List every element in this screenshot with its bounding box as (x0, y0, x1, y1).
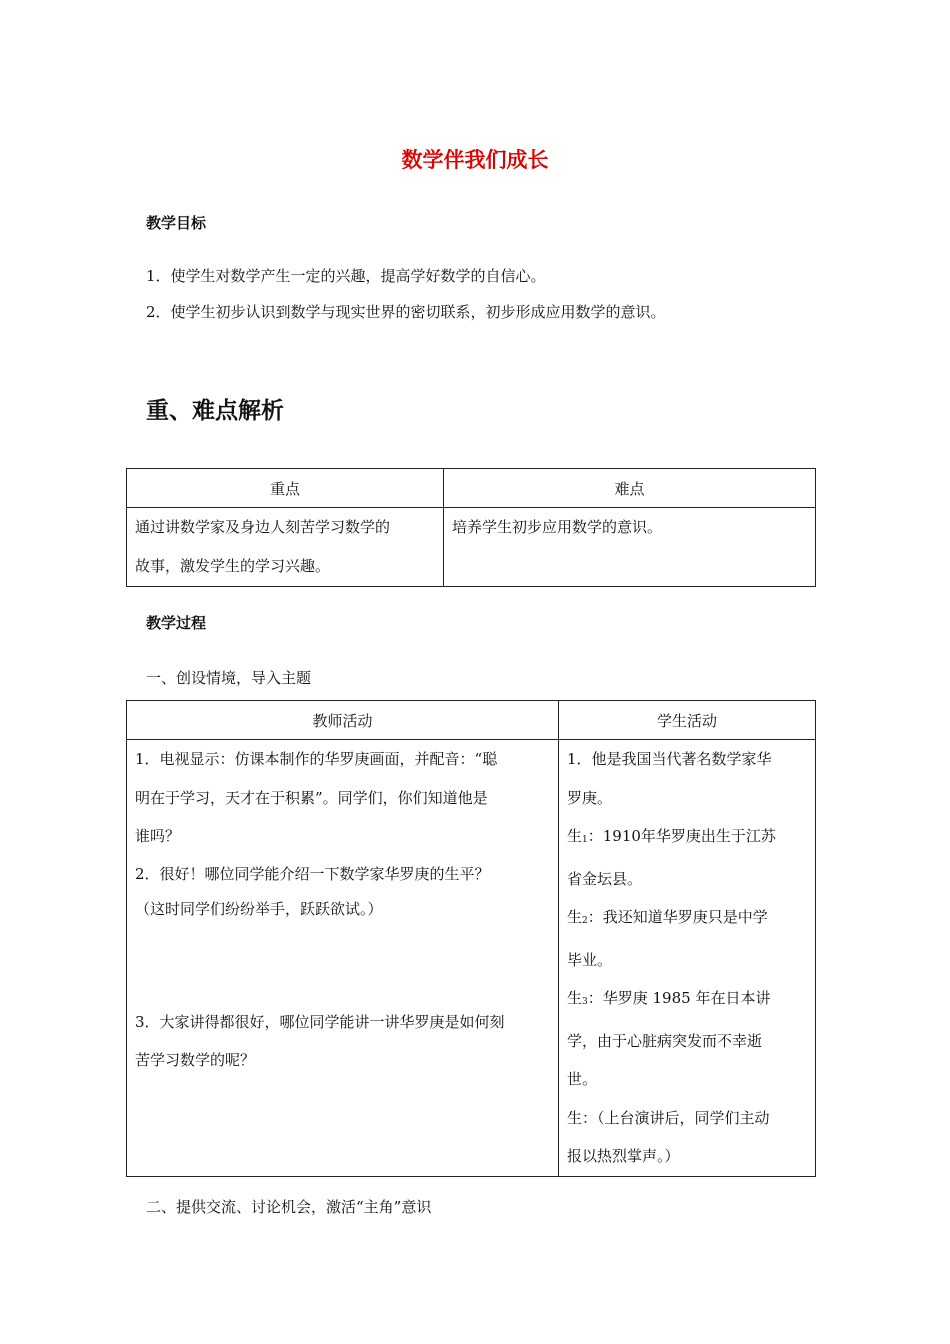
objective-item-1: 1．使学生对数学产生一定的兴趣，提高学好数学的自信心。 (146, 267, 546, 285)
student-line: 省金坛县。 (567, 869, 643, 888)
student-line: 生$_3$：华罗庚 1985 年在日本讲 (567, 989, 771, 1007)
teacher-line: 谁吗？ (135, 827, 181, 845)
key-cell (127, 508, 444, 587)
student-line: 学，由于心脏病突发而不幸逝 (567, 1031, 763, 1050)
teacher-line: 1．电视显示：仿课本制作的华罗庚画面，并配音：“聪 (135, 750, 498, 768)
teacher-line: 苦学习数学的呢？ (135, 1051, 256, 1069)
spacer (135, 926, 550, 1003)
student-line: 生$_1$：1910年华罗庚出生于江苏 (567, 827, 776, 845)
student-line: 生$_2$：我还知道华罗庚只是中学 (567, 908, 768, 926)
activities-table (126, 700, 816, 1177)
teacher-line: 3．大家讲得都很好，哪位同学能讲一讲华罗庚是如何刻 (135, 1012, 505, 1031)
header-hard: 难点 (444, 469, 816, 508)
key-line: 故事，激发学生的学习兴趣。 (135, 556, 331, 575)
key-line: 通过讲数学家及身边人刻苦学习数学的 (135, 518, 391, 536)
student-line: 报以热烈掌声。） (567, 1147, 680, 1165)
keypoints-table (126, 468, 816, 587)
header-key: 重点 (127, 469, 444, 508)
student-line: 生：（上台演讲后，同学们主动 (567, 1108, 770, 1127)
document-title: 数学伴我们成长 (401, 148, 549, 172)
keypoints-heading: 重、难点解析 (146, 398, 284, 424)
student-line: 罗庚。 (567, 788, 613, 807)
teacher-cell (127, 740, 559, 1177)
hard-line: 培养学生初步应用数学的意识。 (452, 518, 663, 536)
student-line: 1．他是我国当代著名数学家华 (567, 750, 772, 768)
student-cell (559, 740, 816, 1177)
hard-cell (444, 508, 816, 587)
teacher-line: 明在于学习，天才在于积累”。同学们，你们知道他是 (135, 788, 488, 807)
section-1-heading: 一、创设情境，导入主题 (146, 669, 312, 687)
objectives-heading: 教学目标 (146, 214, 207, 232)
process-heading: 教学过程 (146, 614, 207, 632)
keypoints-header-row (127, 469, 816, 508)
student-line: 世。 (567, 1070, 598, 1088)
activities-content-row (127, 740, 816, 1177)
objective-item-2: 2．使学生初步认识到数学与现实世界的密切联系，初步形成应用数学的意识。 (146, 303, 666, 321)
section-2-heading: 二、提供交流、讨论机会，激活“主角”意识 (146, 1198, 432, 1216)
activities-header-row (127, 701, 816, 740)
keypoints-content-row (127, 508, 816, 587)
header-teacher: 教师活动 (127, 701, 559, 740)
header-student: 学生活动 (559, 701, 816, 740)
teacher-line: 2．很好！哪位同学能介绍一下数学家华罗庚的生平？ (135, 864, 490, 883)
teacher-line: （这时同学们纷纷举手，跃跃欲试。） (135, 899, 383, 918)
student-line: 毕业。 (567, 950, 613, 969)
